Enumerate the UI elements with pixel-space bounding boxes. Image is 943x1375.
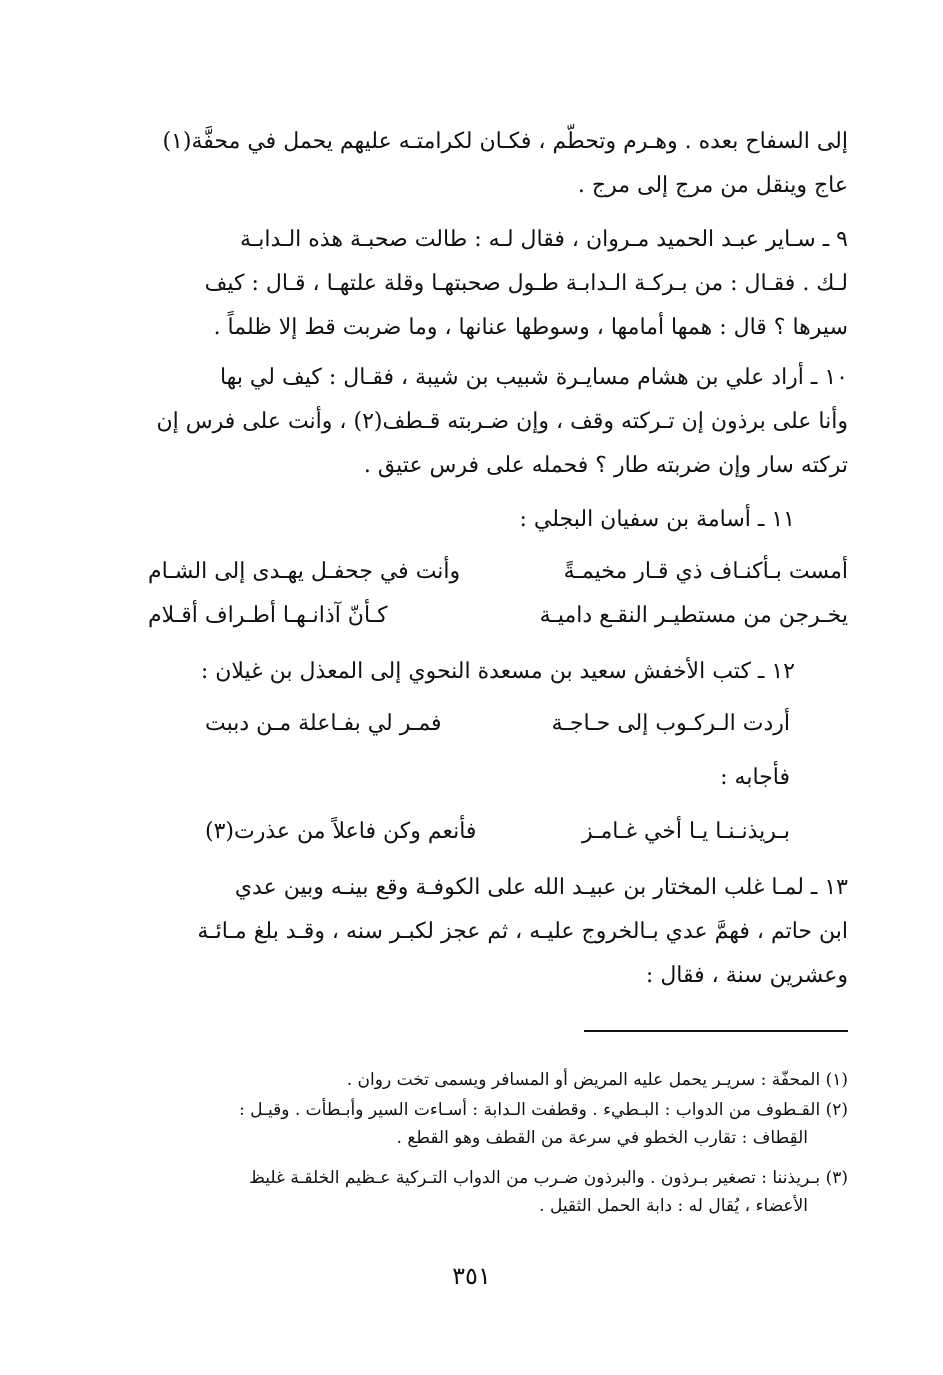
footnote-1 xyxy=(148,1066,848,1094)
text-line: ١٣ ـ لمـا غلب المختار بن عبيـد الله على الكوفـة وقع بينـه وبين عدي xyxy=(234,875,848,900)
footnote-line: الأعضاء ، يُقال له : دابة الحمل الثقيل . xyxy=(539,1196,808,1216)
page-number: ٣٥١ xyxy=(452,1262,491,1290)
verse-line xyxy=(148,594,848,638)
footnote-3 xyxy=(148,1164,848,1220)
text-line: تركته سار وإن ضربته طار ؟ فحمله على فرس عتيق . xyxy=(363,453,848,478)
paragraph-intro xyxy=(148,120,848,208)
text-line: ١٠ ـ أراد علي بن هشام مسايـرة شبيب بن شيبة ، فقـال : كيف لي بها xyxy=(219,365,848,390)
verse-second-hemistich: فمـر لي بفـاعلة مـن دببت xyxy=(205,711,442,736)
verse-first-hemistich: يخـرجن من مستطيـر النقـع داميـة xyxy=(539,603,848,628)
text-line: لـك . فقـال : من بـركـة الـدابـة طـول صحبتهـا وقلة علتهـا ، قـال : كيف xyxy=(204,271,848,296)
paragraph-13 xyxy=(148,866,848,998)
text-line: عاج وينقل من مرج إلى مرج . xyxy=(577,173,848,198)
footnote-line: (٣) بـريذننا : تصغير بـرذون . والبرذون ضـرب من الدواب التـركية عـظيم الخلقـة غليظ xyxy=(249,1168,848,1188)
text-line: وعشرين سنة ، فقال : xyxy=(645,963,848,988)
verse-line xyxy=(205,810,790,854)
footnote-divider xyxy=(584,1030,848,1032)
footnote-line: (٢) القـطوف من الدواب : البـطيء . وقطفت الـدابة : أسـاءت السير وأبـطأت . وقيـل : xyxy=(239,1100,848,1120)
footnote-line: القِطاف : تقارب الخطو في سرعة من القطف وهو القطع . xyxy=(396,1128,808,1148)
paragraph-11-heading: ١١ ـ أسامة بن سفيان البجلي : xyxy=(519,507,795,532)
reply-label: فأجابه : xyxy=(720,765,790,790)
verse-line xyxy=(148,550,848,594)
verse-first-hemistich: أردت الـركـوب إلى حـاجـة xyxy=(551,711,790,736)
text-line: وأنا على برذون إن تـركته وقف ، وإن ضـربته قـطف(٢) ، وأنت على فرس إن xyxy=(156,409,848,434)
footnote-2 xyxy=(148,1096,848,1152)
footnote-line: (١) المحفّة : سريـر يحمل عليه المريض أو المسافر ويسمى تخت روان . xyxy=(346,1070,848,1090)
paragraph-12-heading: ١٢ ـ كتب الأخفش سعيد بن مسعدة النحوي إلى المعذل بن غيلان : xyxy=(200,659,795,684)
verse-first-hemistich: بـريذنـنـا يـا أخي غـامـز xyxy=(581,819,790,844)
text-line: إلى السفاح بعده . وهـرم وتحطّم ، فكـان لكرامتـه عليهم يحمل في محفَّة(١) xyxy=(162,129,848,154)
text-line: ٩ ـ سـاير عبـد الحميد مـروان ، فقال لـه : طالت صحبـة هذه الـدابـة xyxy=(240,227,848,252)
text-line: ابن حاتم ، فهمَّ عدي بـالخروج عليـه ، ثم عجز لكبـر سنه ، وقـد بلغ مـائـة xyxy=(197,919,848,944)
text-line: سيرها ؟ قال : همها أمامها ، وسوطها عنانها ، وما ضربت قط إلا ظلماً . xyxy=(213,315,848,340)
paragraph-10 xyxy=(148,356,848,488)
verse-line xyxy=(205,702,790,746)
verse-second-hemistich: وأنت في جحفـل يهـدى إلى الشـام xyxy=(148,559,461,584)
verse-first-hemistich: أمست بـأكنـاف ذي قـار مخيمـةً xyxy=(563,559,848,584)
verse-second-hemistich: فأنعم وكن فاعلاً من عذرت(٣) xyxy=(205,819,477,844)
verse-second-hemistich: كـأنّ آذانـهـا أطـراف أقـلام xyxy=(148,603,388,628)
paragraph-9 xyxy=(148,218,848,350)
